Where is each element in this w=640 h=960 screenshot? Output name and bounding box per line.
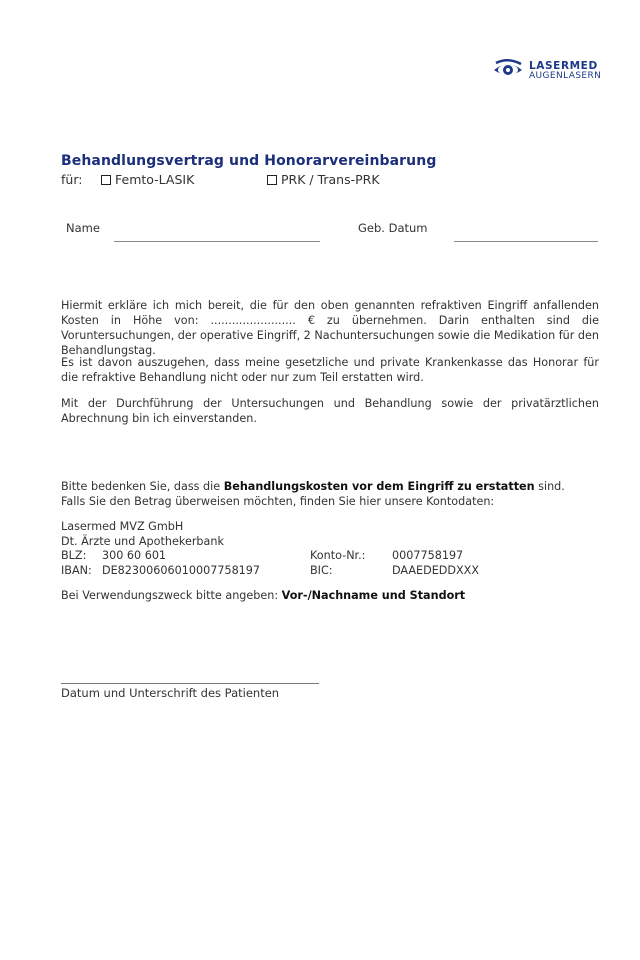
name-label: Name [66,221,100,235]
bic-value: DAAEDEDDXXX [392,563,480,577]
option-prk-label: PRK / Trans-PRK [281,172,380,187]
konto-value: 0007758197 [392,549,464,562]
payment-text-line2: Falls Sie den Betrag überweisen möchten, finden Sie hier unsere Kontodaten: [61,495,495,508]
for-label: für: [61,172,83,187]
konto-label: Konto-Nr.: [310,549,366,562]
logo-line2: AUGENLASERN [529,71,602,81]
bic-label: BIC: [310,563,333,577]
payment-text-1: Bitte bedenken Sie, dass die [61,480,224,493]
treatment-options [61,172,461,190]
blz-label: BLZ: [61,549,87,562]
blz-value: 300 60 601 [102,549,167,562]
bank-name: Dt. Ärzte und Apothekerbank [61,534,224,548]
cost-amount-blank[interactable]: ........................ [210,314,296,327]
cost-text-2: € zu übernehmen. Darin enthalten sind die Voruntersuchungen, der operative Eingriff, 2 Nachuntersuchungen sowie die Medikation für den Behandlungstag. [61,314,599,357]
iban-label: IBAN: [61,563,92,577]
checkbox-femto-lasik[interactable] [101,175,111,185]
option-prk[interactable] [267,172,380,187]
cost-paragraph [61,298,599,358]
name-field[interactable] [114,241,320,242]
lasermed-logo [493,58,601,84]
logo-line1: LASERMED [529,60,598,72]
payment-paragraph [61,479,599,509]
iban-value: DE82300606010007758197 [102,563,261,577]
payment-text-2: sind. [534,480,565,493]
bank-company: Lasermed MVZ GmbH [61,520,184,533]
purpose-bold: Vor-/Nachname und Standort [281,589,466,602]
checkbox-prk[interactable] [267,175,277,185]
option-femto-lasik[interactable] [101,172,194,187]
option-femto-lasik-label: Femto-LASIK [115,172,195,187]
payment-purpose [61,589,465,602]
purpose-text: Bei Verwendungszweck bitte angeben: [61,589,282,602]
payment-bold: Behandlungskosten vor dem Eingriff zu erstatten [223,480,535,493]
signature-label: Datum und Unterschrift des Patienten [61,686,280,700]
signature-field[interactable] [61,683,319,684]
dob-label: Geb. Datum [358,221,428,235]
eye-icon [493,58,523,84]
consent-paragraph: Mit der Durchführung der Untersuchungen und Behandlung sowie der privatärztlichen Abrechnung bin ich einverstanden. [61,397,599,425]
document-title: Behandlungsvertrag und Honorarvereinbarung [61,153,437,169]
insurance-paragraph: Es ist davon auszugehen, dass meine gesetzliche und private Krankenkasse das Honorar für die refraktive Behandlung nicht oder nur zum Teil erstatten wird. [61,356,599,384]
dob-field[interactable] [454,241,598,242]
cost-text-1: Hiermit erkläre ich mich bereit, die für den oben genannten refraktiven Eingriff anfallenden Kosten in Höhe von: [61,299,599,327]
